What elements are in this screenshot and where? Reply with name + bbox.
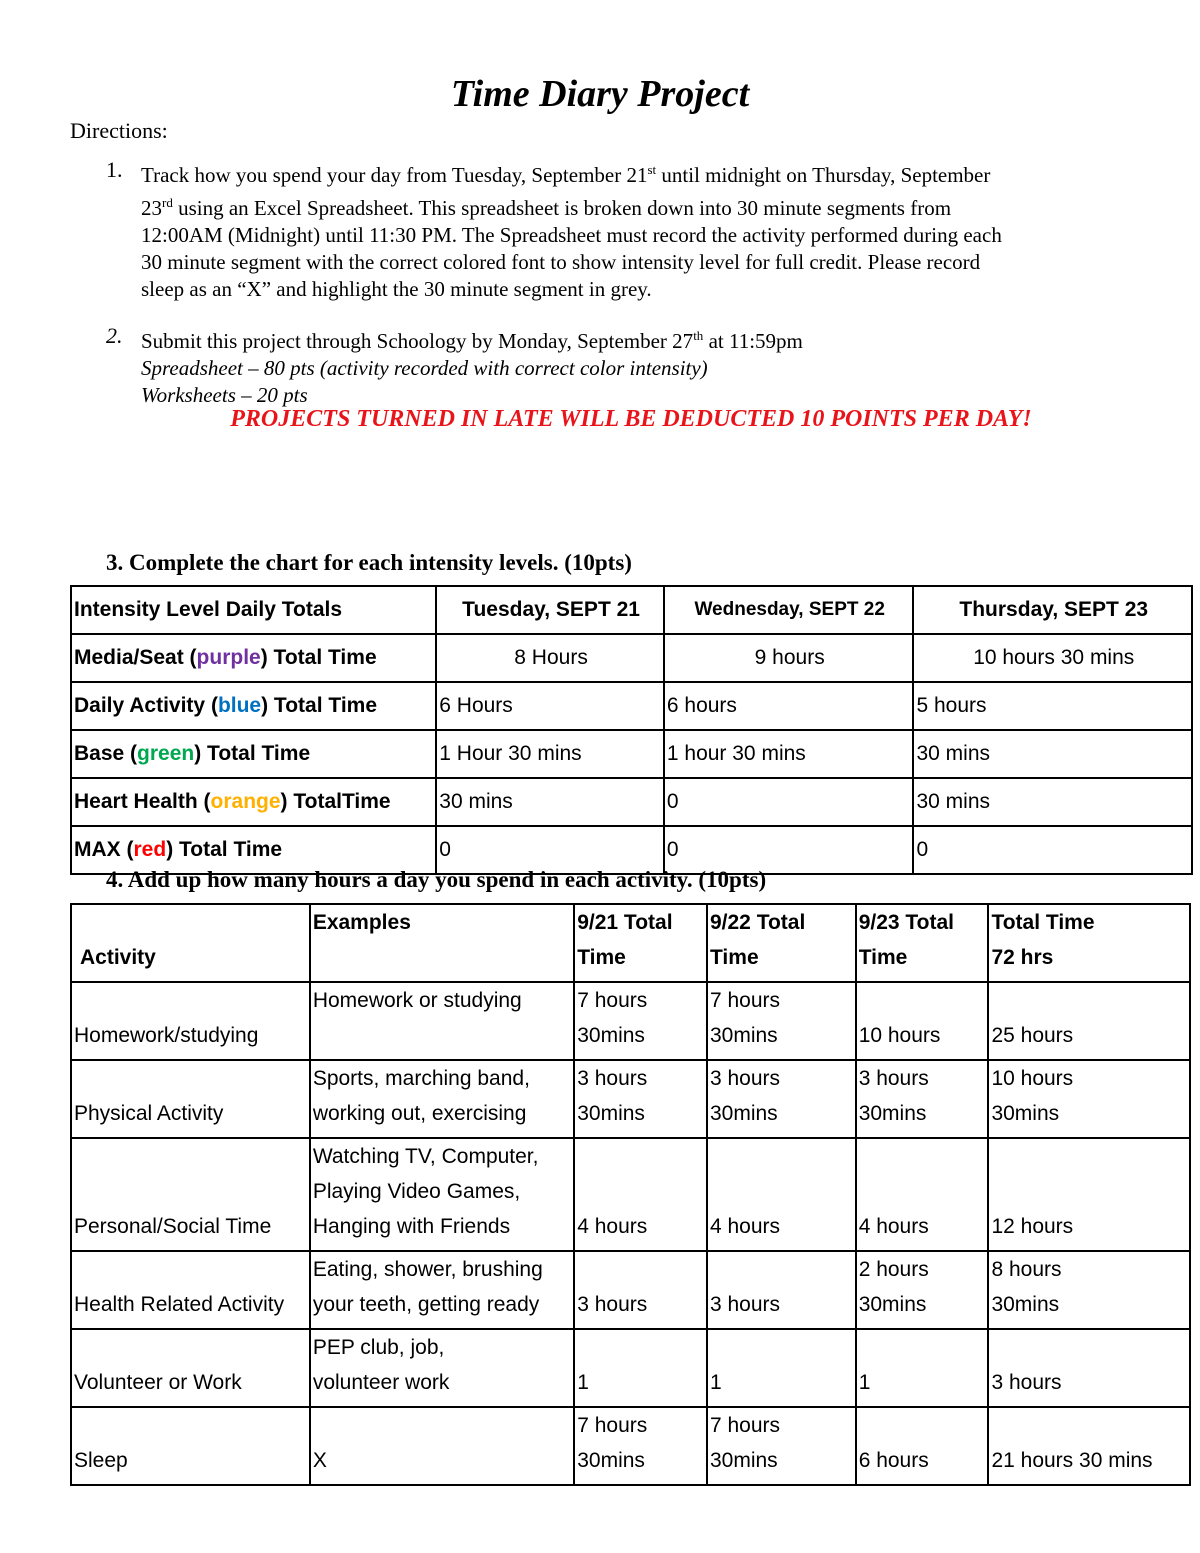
table-cell: 0 [436, 826, 664, 874]
item-2-text: Submit this project through Schoology by Monday, September 27th at 11:59pm Spreadsheet – 80 pts (activity recorded with correct color intensity) Worksheets – 20 pts [141, 328, 803, 407]
examples-cell: PEP club, job, volunteer work [310, 1329, 574, 1407]
examples-cell: Watching TV, Computer, Playing Video Games, Hanging with Friends [310, 1138, 574, 1251]
activity-cell: Homework/studying [71, 982, 310, 1060]
table-cell: 3 hours 30mins [707, 1060, 856, 1138]
table-cell: 8 hours 30mins [988, 1251, 1190, 1329]
table-row [71, 1138, 1190, 1251]
table-cell: 9 hours [664, 634, 914, 682]
intensity-header-cell: Wednesday, SEPT 22 [664, 586, 914, 634]
table-cell: 30 mins [913, 778, 1192, 826]
table-cell: 4 hours [574, 1138, 707, 1251]
table-cell: 1 [707, 1329, 856, 1407]
table-cell: 3 hours [574, 1251, 707, 1329]
intensity-header-row [71, 586, 1192, 634]
table-cell: 1 Hour 30 mins [436, 730, 664, 778]
examples-header-cell: Examples [310, 904, 574, 982]
table-cell: 10 hours [856, 982, 989, 1060]
table-cell: 5 hours [913, 682, 1192, 730]
intensity-header-cell: Intensity Level Daily Totals [71, 586, 436, 634]
table-cell: 1 hour 30 mins [664, 730, 914, 778]
table-cell: 1 [574, 1329, 707, 1407]
table-cell: 6 hours [664, 682, 914, 730]
table-cell: 12 hours [988, 1138, 1190, 1251]
table-cell: 4 hours [707, 1138, 856, 1251]
table-row [71, 1251, 1190, 1329]
table-cell: 3 hours 30mins [574, 1060, 707, 1138]
table-cell: 3 hours [988, 1329, 1190, 1407]
intensity-header-cell: Thursday, SEPT 23 [913, 586, 1192, 634]
intensity-label-cell: Heart Health (orange) TotalTime [71, 778, 436, 826]
table-cell: 7 hours 30mins [574, 982, 707, 1060]
examples-cell: X [310, 1407, 574, 1485]
activity-cell: Physical Activity [71, 1060, 310, 1138]
activity-table [70, 903, 1191, 1486]
table-cell: 3 hours 30mins [856, 1060, 989, 1138]
activity-header-cell: Activity [71, 904, 310, 982]
intensity-table [70, 585, 1193, 875]
item-1-number: 1. [106, 157, 123, 182]
table-cell: 30 mins [436, 778, 664, 826]
item-2-number: 2. [106, 323, 123, 348]
examples-cell: Sports, marching band, working out, exercising [310, 1060, 574, 1138]
section-4-heading: 4. Add up how many hours a day you spend in each activity. (10pts) [106, 867, 767, 892]
table-row [71, 1329, 1190, 1407]
table-cell: 7 hours 30mins [707, 982, 856, 1060]
examples-cell: Eating, shower, brushing your teeth, getting ready [310, 1251, 574, 1329]
day3-header-cell: 9/23 Total Time [856, 904, 989, 982]
day1-header-cell: 9/21 Total Time [574, 904, 707, 982]
examples-cell: Homework or studying [310, 982, 574, 1060]
table-cell: 7 hours 30mins [707, 1407, 856, 1485]
table-row [71, 634, 1192, 682]
section-3-heading: 3. Complete the chart for each intensity levels. (10pts) [106, 550, 632, 575]
table-cell: 25 hours [988, 982, 1190, 1060]
intensity-label-cell: Base (green) Total Time [71, 730, 436, 778]
activity-cell: Sleep [71, 1407, 310, 1485]
item-1-text: Track how you spend your day from Tuesday, September 21st until midnight on Thursday, September 23rd using an Excel Spreadsheet. This spreadsheet is broken down into 30 minute segments from 12:00AM (Midnight) until 11:30 PM. The Spreadsheet must record the activity performed during each 30 minute segment with the correct colored font to show intensity level for full credit. Please record sleep as an “X” and highlight the 30 minute segment in grey. [141, 162, 1002, 301]
directions-label: Directions: [70, 118, 168, 143]
activity-cell: Volunteer or Work [71, 1329, 310, 1407]
table-cell: 6 hours [856, 1407, 989, 1485]
intensity-header-cell: Tuesday, SEPT 21 [436, 586, 664, 634]
intensity-label-cell: Daily Activity (blue) Total Time [71, 682, 436, 730]
table-cell: 21 hours 30 mins [988, 1407, 1190, 1485]
activity-cell: Health Related Activity [71, 1251, 310, 1329]
table-cell: 4 hours [856, 1138, 989, 1251]
table-row [71, 730, 1192, 778]
table-cell: 2 hours 30mins [856, 1251, 989, 1329]
table-cell: 0 [664, 826, 914, 874]
table-cell: 6 Hours [436, 682, 664, 730]
table-cell: 7 hours 30mins [574, 1407, 707, 1485]
table-cell: 0 [913, 826, 1192, 874]
day2-header-cell: 9/22 Total Time [707, 904, 856, 982]
intensity-label-cell: Media/Seat (purple) Total Time [71, 634, 436, 682]
table-cell: 10 hours 30mins [988, 1060, 1190, 1138]
table-row [71, 682, 1192, 730]
activity-cell: Personal/Social Time [71, 1138, 310, 1251]
table-cell: 1 [856, 1329, 989, 1407]
table-cell: 0 [664, 778, 914, 826]
table-row [71, 1407, 1190, 1485]
page-title: Time Diary Project [450, 73, 750, 115]
table-cell: 30 mins [913, 730, 1192, 778]
table-cell: 10 hours 30 mins [913, 634, 1192, 682]
table-row [71, 982, 1190, 1060]
table-row [71, 1060, 1190, 1138]
activity-header-row [71, 904, 1190, 982]
table-cell: 3 hours [707, 1251, 856, 1329]
total-header-cell: Total Time 72 hrs [988, 904, 1190, 982]
intensity-label-cell: MAX (red) Total Time [71, 826, 436, 874]
table-cell: 8 Hours [436, 634, 664, 682]
table-row [71, 778, 1192, 826]
late-notice: PROJECTS TURNED IN LATE WILL BE DEDUCTED 10 POINTS PER DAY! [230, 406, 1032, 432]
